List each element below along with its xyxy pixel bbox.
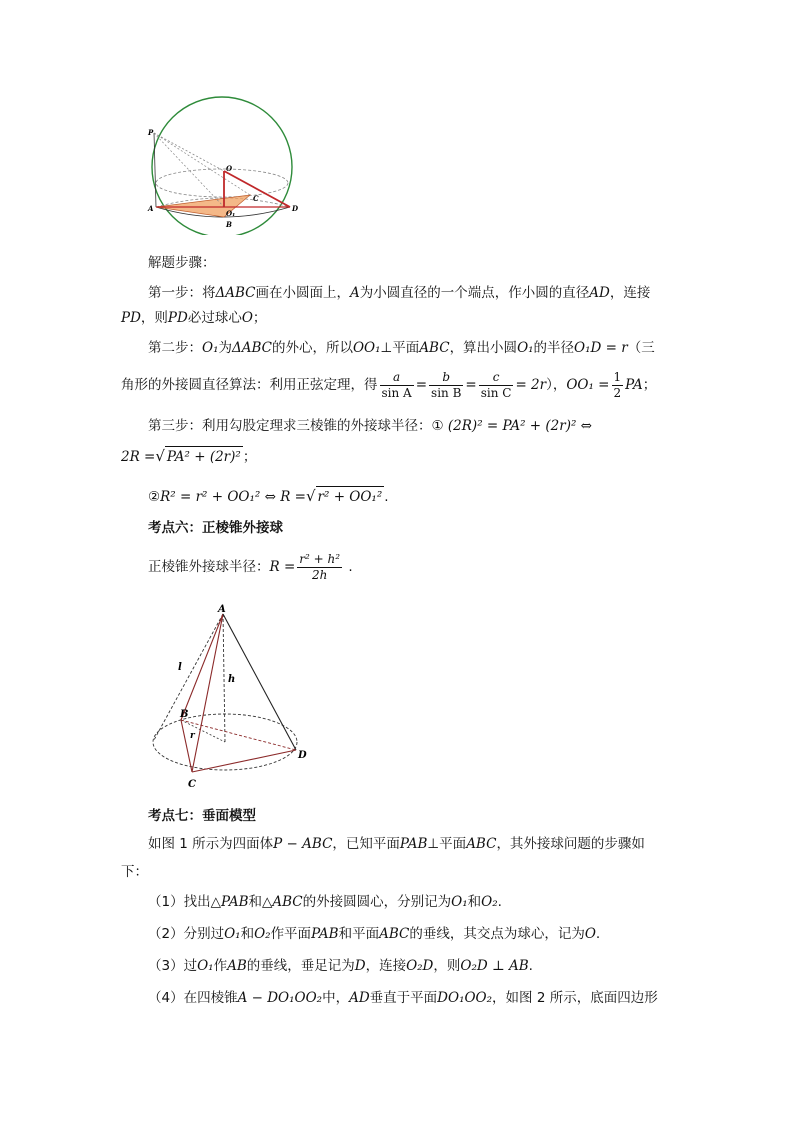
step2-line1: 第二步：O₁为ΔABC的外心，所以OO₁⊥平面ABC，算出小圆O₁的半径O₁D = r（三 (148, 340, 655, 356)
figure-sphere-diagram (140, 95, 305, 235)
label-r: r (190, 731, 195, 741)
label-c: C (253, 194, 259, 203)
edge-ac (192, 614, 223, 772)
generator-left (154, 614, 223, 740)
height-h (223, 614, 225, 742)
kp7-step2: （2）分别过O₁和O₂作平面PAB和平面ABC的垂线，其交点为球心，记为O. (148, 926, 601, 942)
label-c: C (188, 779, 196, 790)
edge-pc (154, 133, 250, 195)
step3-line3: ②R² = r² + OO₁² ⇔ R =√ r² + OO₁² . (148, 487, 389, 505)
edge-po1 (154, 133, 224, 207)
label-o1: O₁ (226, 209, 236, 218)
label-a: A (218, 604, 226, 615)
label-d: D (292, 204, 299, 213)
base-edge-bd (181, 720, 296, 750)
kp7-heading: 考点七：垂面模型 (148, 808, 256, 824)
label-b: B (226, 220, 232, 229)
kp6-formula: 正棱锥外接球半径：R = $\frac{\text{r² + h²}}{2h}$ . (148, 551, 353, 582)
label-p: P (148, 128, 154, 137)
step3-line2: 2R =√ PA² + (2r)² ； (121, 447, 257, 465)
label-d: D (298, 750, 307, 761)
edge-ab (181, 614, 223, 720)
kp7-para-line1: 如图 1 所示为四面体P − ABC，已知平面PAB⊥平面ABC，其外接球问题的步骤如 (148, 836, 645, 852)
kp7-step4: （4）在四棱锥A − DO₁OO₂中，AD垂直于平面DO₁OO₂，如图 2 所示，底面四边形 (148, 990, 658, 1006)
label-h: h (228, 674, 236, 685)
step1-line1: 第一步：将ΔABC画在小圆面上，A为小圆直径的一个端点，作小圆的直径AD，连接 (148, 285, 651, 301)
equator-dashed (156, 169, 288, 197)
label-o: O (226, 164, 233, 173)
kp6-heading: 考点六：正棱锥外接球 (148, 520, 283, 536)
label-l: l (178, 662, 182, 673)
step2-line2: 角形的外接圆直径算法：利用正弦定理，得 $\frac{a}{\text{sin A}}$ = $\frac{b}{\text{sin B}}$ = $\frac{c}{\text{sin C}}$ = 2r），OO₁ = $\frac{1}{2}$ PA； (121, 369, 657, 400)
label-a: A (148, 204, 154, 213)
kp7-step1: （1）找出△PAB和△ABC的外接圆圆心，分别记为O₁和O₂. (148, 894, 502, 910)
kp7-step3: （3）过O₁作AB的垂线，垂足记为D，连接O₂D，则O₂D ⊥ AB. (148, 958, 533, 974)
steps-heading: 解题步骤： (148, 255, 216, 271)
edge-cd (192, 750, 296, 772)
step1-line2: PD，则PD必过球心O； (121, 310, 267, 326)
label-b: B (180, 709, 189, 720)
figure-pyramid-diagram (148, 600, 318, 795)
kp7-para-line2: 下： (121, 864, 148, 880)
radius-r (181, 720, 225, 742)
step3-line1: 第三步：利用勾股定理求三棱锥的外接球半径：① (2R)² = PA² + (2r)² ⇔ (148, 418, 592, 434)
